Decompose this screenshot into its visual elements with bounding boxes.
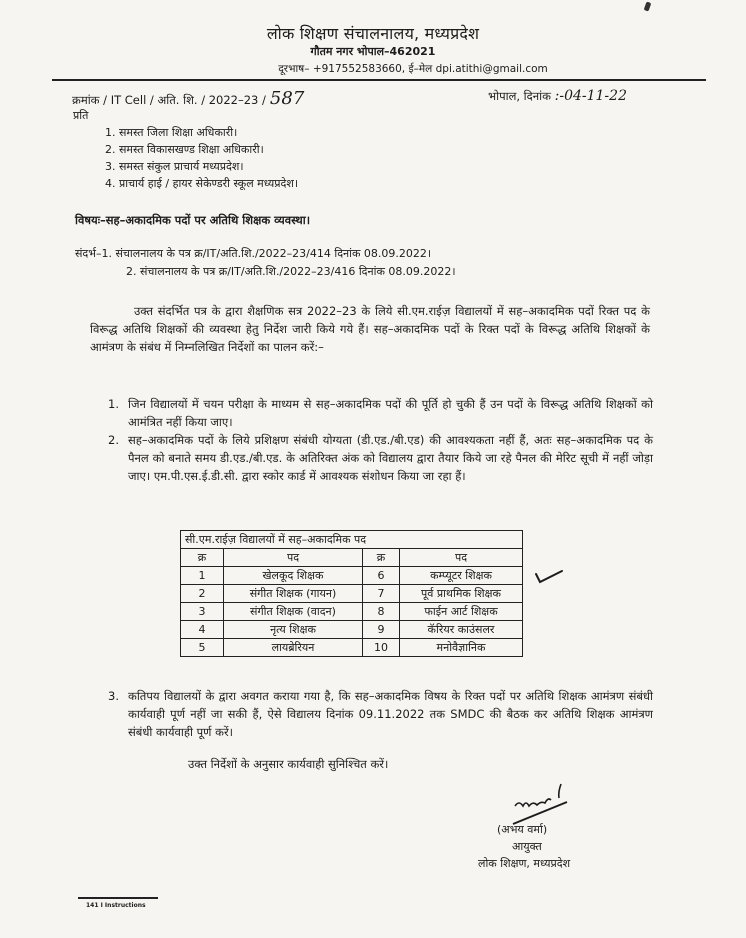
instruction-text: सह–अकादमिक पदों के लिये प्रशिक्षण संबंधी योग्यता (डी.एड./बी.एड) की आवश्यकता नहीं हैं, अतः सह–अकादमिक पद के पैनल को बनाते समय डी.एड./बी.एड. के अतिरिक्त अंक को विद्यालय द्वारा तैयार किये जा रहे पैनल की मेरिट सूची में नहीं जोड़ा जाए। एम.पी.एस.ई.डी.सी. द्वारा स्कोर कार्ड में आवश्यक संशोधन किया जा रहा हैं। (128, 433, 653, 483)
recipient-item: 3. समस्त संकुल प्राचार्य मध्यप्रदेश। (105, 160, 244, 173)
table-cell: लायब्रेरियन (224, 639, 363, 657)
table-row (181, 567, 523, 585)
instruction-item (108, 395, 653, 431)
date-prefix: भोपाल, दिनांक (488, 89, 551, 103)
table-header: पद (400, 549, 523, 567)
table-cell: 7 (363, 585, 400, 603)
subject-line: विषयः–सह–अकादमिक पदों पर अतिथि शिक्षक व्यवस्था। (75, 213, 311, 227)
signatory-title: आयुक्त (512, 840, 542, 853)
table-cell: 9 (363, 621, 400, 639)
table-row (181, 603, 523, 621)
instruction-item (108, 687, 653, 741)
references-block (75, 245, 456, 281)
table-cell: पूर्व प्राथमिक शिक्षक (400, 585, 523, 603)
reference-number (72, 88, 304, 109)
table-cell: 3 (181, 603, 224, 621)
table-cell: 6 (363, 567, 400, 585)
intro-paragraph (90, 302, 650, 356)
footer-divider (78, 897, 158, 899)
intro-text: उक्त संदर्भित पत्र के द्वारा शैक्षणिक सत्र 2022–23 के लिये सी.एम.राईज़ विद्यालयों में सह–अकादमिक पदों रिक्त पद के विरूद्ध अतिथि शिक्षकों की व्यवस्था हेतु निर्देश जारी किये गये हैं। सह–अकादमिक पदों के रिक्त पदों के विरूद्ध अतिथि शिक्षकों के आमंत्रण के संबंध में निम्नलिखित निर्देशों का पालन करें:– (90, 304, 650, 354)
table-cell: मनोवैज्ञानिक (400, 639, 523, 657)
signatory-name: (अभय वर्मा) (497, 823, 548, 836)
instruction-number: 3. (108, 689, 119, 703)
table-cell: नृत्य शिक्षक (224, 621, 363, 639)
instruction-number: 1. (108, 397, 119, 411)
recipients-label: प्रति (73, 109, 89, 122)
table-cell: कम्प्यूटर शिक्षक (400, 567, 523, 585)
signatory-organization: लोक शिक्षण, मध्यप्रदेश (478, 857, 571, 870)
instruction-text: जिन विद्यालयों में चयन परीक्षा के माध्यम से सह–अकादमिक पदों की पूर्ति हो चुकी हैं उन पदों के विरूद्ध अतिथि शिक्षकों को आमंत्रित नहीं किया जाए। (128, 397, 653, 429)
recipient-item: 1. समस्त जिला शिक्षा अधिकारी। (105, 126, 238, 139)
table-cell: संगीत शिक्षक (वादन) (224, 603, 363, 621)
reference-line-1: संदर्भ–1. संचालनालय के पत्र क्र/IT/अति.शि./2022–23/414 दिनांक 08.09.2022। (75, 247, 432, 260)
recipients-list (105, 124, 298, 192)
office-contact: दूरभाष– +917552583660, ई–मेल dpi.atithi@gmail.com (278, 63, 548, 75)
table-caption: सी.एम.राईज़ विद्यालयों में सह–अकादमिक पद (181, 531, 523, 549)
table-cell: 1 (181, 567, 224, 585)
footer-note: 141 I Instructions (86, 902, 146, 909)
table-cell: फाईन आर्ट शिक्षक (400, 603, 523, 621)
closing-line: उक्त निर्देशों के अनुसार कार्यवाही सुनिश्चित करें। (188, 757, 389, 771)
office-address: गौतम नगर भोपाल–462021 (310, 45, 436, 58)
ink-mark (644, 1, 652, 11)
table-cell: 4 (181, 621, 224, 639)
table-header: क्र (363, 549, 400, 567)
posts-table (180, 530, 523, 657)
table-row (181, 585, 523, 603)
instruction-item (108, 431, 653, 485)
date-handwritten: :-04-11-22 (554, 88, 627, 104)
table-cell: कॅरियर काउंसलर (400, 621, 523, 639)
checkmark-icon (534, 568, 564, 584)
table-cell: 2 (181, 585, 224, 603)
table-cell: संगीत शिक्षक (गायन) (224, 585, 363, 603)
header-divider (52, 79, 706, 81)
reference-line-2: 2. संचालनालय के पत्र क्र/IT/अति.शि./2022–23/416 दिनांक 08.09.2022। (126, 265, 456, 278)
instruction-text: कतिपय विद्यालयों के द्वारा अवगत कराया गया है, कि सह–अकादमिक विषय के रिक्त पदों पर अतिथि शिक्षक आमंत्रण संबंधी कार्यवाही पूर्ण नहीं जा सकी हैं, ऐसे विद्यालय दिनांक 09.11.2022 तक SMDC की बैठक कर अतिथि शिक्षक आमंत्रण संबंधी कार्यवाही पूर्ण करें। (128, 689, 653, 739)
table-row (181, 621, 523, 639)
office-title: लोक शिक्षण संचालनालय, मध्यप्रदेश (266, 24, 480, 43)
handwritten-signature (505, 780, 585, 826)
letter-date (488, 88, 627, 104)
table-header: पद (224, 549, 363, 567)
table-cell: 10 (363, 639, 400, 657)
table-cell: 8 (363, 603, 400, 621)
reference-handwritten: 587 (269, 88, 305, 109)
table-header: क्र (181, 549, 224, 567)
recipient-item: 4. प्राचार्य हाई / हायर सेकेण्डरी स्कूल मध्यप्रदेश। (105, 177, 299, 190)
table-cell: खेलकूद शिक्षक (224, 567, 363, 585)
recipient-item: 2. समस्त विकासखण्ड शिक्षा अधिकारी। (105, 143, 264, 156)
instruction-number: 2. (108, 433, 119, 447)
table-header-row (181, 549, 523, 567)
table-cell: 5 (181, 639, 224, 657)
table-row (181, 639, 523, 657)
reference-prefix: क्रमांक / IT Cell / अति. शि. / 2022–23 / (72, 93, 266, 107)
